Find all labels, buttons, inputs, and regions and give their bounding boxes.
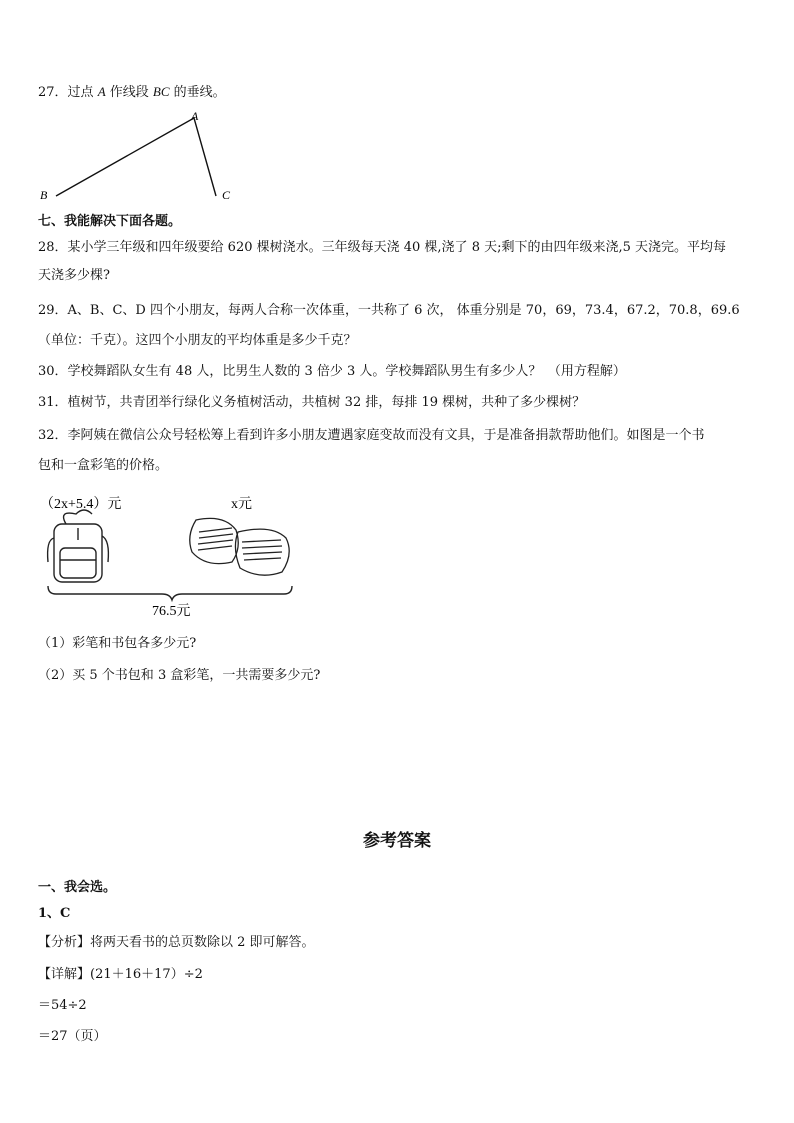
answer-detail: 【详解】(21＋16＋17）÷2 <box>38 967 203 982</box>
label-b: B <box>40 188 48 202</box>
total-brace <box>48 586 292 600</box>
q32-sub2: （2）买 5 个书包和 3 盒彩笔，一共需要多少元? <box>38 668 321 683</box>
backpack-image <box>48 510 109 582</box>
q32-line2: 包和一盒彩笔的价格。 <box>38 458 169 473</box>
q32-line1: 32．李阿姨在微信公众号轻松筹上看到许多小朋友遭遇家庭变故而没有文具，于是准备捐款帮助他们。如图是一个书 <box>38 428 705 443</box>
pen-box-image <box>190 518 289 575</box>
q28-line1: 28．某小学三年级和四年级要给 620 棵树浇水。三年级每天浇 40 棵,浇了 8 天;剩下的由四年级来浇,5 天浇完。平均每 <box>38 240 727 255</box>
q28-line2: 天浇多少棵? <box>38 268 110 283</box>
answer-1: 1、C <box>38 906 71 921</box>
q30-text: 30．学校舞蹈队女生有 48 人，比男生人数的 3 倍少 3 人。学校舞蹈队男生有多少人？ （用方程解） <box>38 364 626 379</box>
label-a: A <box>191 109 199 123</box>
q31-text: 31．植树节，共青团举行绿化义务植树活动，共植树 32 排，每排 19 棵树，共种了多少棵树？ <box>38 395 586 410</box>
bag-price-label: （2x+5.4）元 <box>40 497 122 512</box>
q29-line2: （单位：千克）。这四个小朋友的平均体重是多少千克？ <box>38 333 357 348</box>
pen-price-label: x元 <box>231 497 252 512</box>
var-a: A <box>97 84 106 99</box>
answer-analysis: 【分析】将两天看书的总页数除以 2 即可解答。 <box>38 935 315 950</box>
answer-step2: ＝27（页） <box>38 1029 107 1044</box>
q29-line1: 29．A、B、C、D 四个小朋友，每两人合称一次体重，一共称了 6 次， 体重分别是 70，69，73.4，67.2，70.8，69.6 <box>38 303 740 318</box>
label-c: C <box>222 188 231 202</box>
answers-title: 参考答案 <box>363 831 431 851</box>
answers-section1: 一、我会选。 <box>38 880 117 895</box>
q32-sub1: （1）彩笔和书包各多少元? <box>38 636 197 651</box>
var-bc: BC <box>152 84 170 99</box>
total-price-label: 76.5元 <box>152 604 191 619</box>
q27-text: 27．过点 A 作线段 BC 的垂线。 <box>38 84 226 100</box>
triangle-figure <box>36 108 246 204</box>
section-7-heading: 七、我能解决下面各题。 <box>38 214 182 229</box>
answer-step1: ＝54÷2 <box>38 998 87 1013</box>
triangle-outline <box>56 118 216 196</box>
price-figure <box>36 488 306 620</box>
